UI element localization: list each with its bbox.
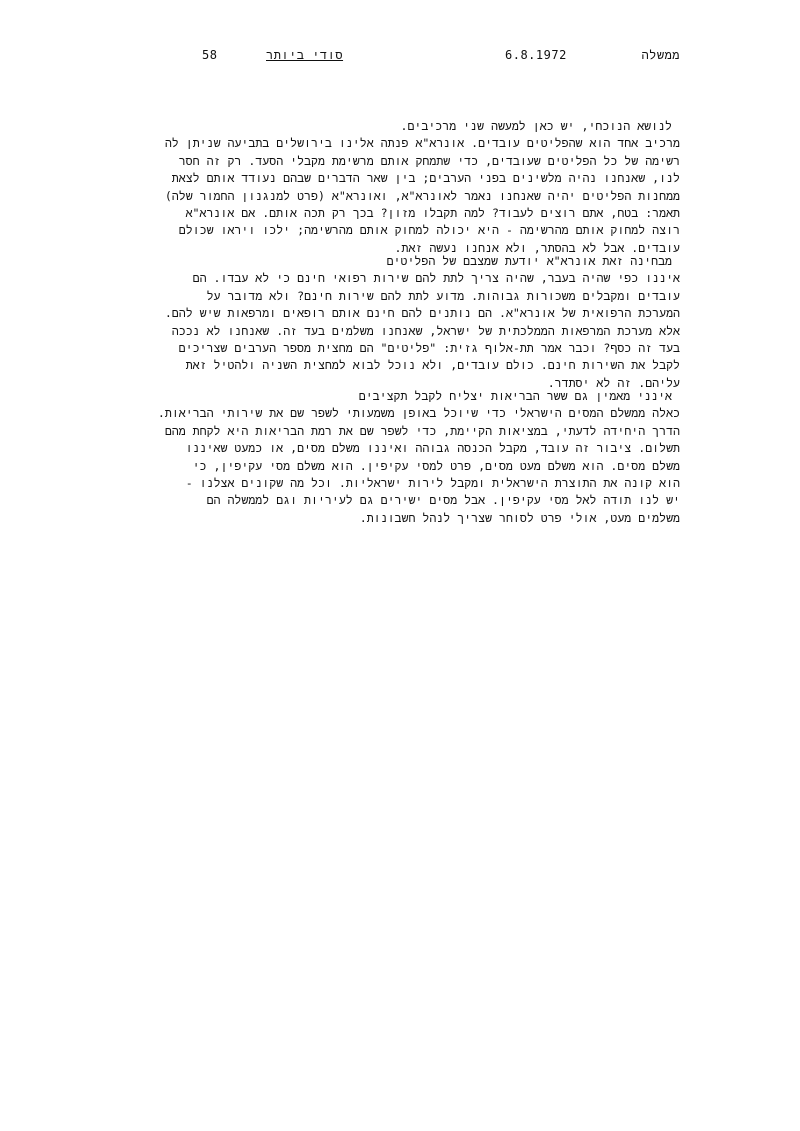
paragraph-line: משלם מסים. הוא משלם מעט מסים, פרט למסי עקיפין. הוא משלם מסי עקיפין, כי <box>192 458 680 473</box>
page-header <box>190 48 680 68</box>
paragraph-2 <box>128 253 680 392</box>
government-label: ממשלה <box>641 48 680 62</box>
paragraph-line: תשלום. ציבור זה עובד, מקבל הכנסה גבוהה ואיננו משלם מסים, או כמעט שאיננו <box>185 441 680 456</box>
paragraph-line: רוצה למחוק אותם מהרשימה - היא יכולה למחוק אותם מהרשימה; ילכו ויראו שכולם <box>178 223 680 238</box>
paragraph-line: תאמר: בטח, אתם רוצים לעבוד? למה תקבלו מזון? בכך רק תכה אותם. אם אונרא"א <box>185 206 680 221</box>
paragraph-line: מבחינה זאת אונרא"א יודעת שמצבם של הפליטים <box>386 254 672 268</box>
paragraph-line: אינני מאמין גם ששר הבריאות יצליח לקבל תקציבים <box>358 389 672 403</box>
paragraph-line: לנו, שאנחנו נהיה מלשינים בפני הערבים; בין שאר הדברים שבהם נעודד אותם לצאת <box>171 171 680 186</box>
classification-label: סודי ביותר <box>266 48 344 62</box>
paragraph-line: בעד זה כסף? וכבר אמר תת-אלוף גזית: "פליטים" הם מחצית מספר הערבים שצריכים <box>178 341 680 356</box>
document-date: 6.8.1972 <box>505 48 567 62</box>
paragraph-3 <box>128 388 680 527</box>
paragraph-line: לקבל את השירות חינם. כולם עובדים, ולא נוכל לבוא למחצית השניה ולהטיל זאת <box>185 358 680 373</box>
paragraph-line: מרכיב אחד הוא שהפליטים עובדים. אונרא"א פנתה אלינו בירושלים בתביעה שניתן לה <box>164 136 680 151</box>
paragraph-line: יש לנו תודה לאל מסי עקיפין. אבל מסים ישירים גם לעיריות וגם לממשלה הם <box>206 493 680 508</box>
paragraph-1 <box>128 118 680 257</box>
paragraph-line: עליהם. זה לא יסתדר. <box>547 375 680 390</box>
page-number: 58 <box>202 48 218 62</box>
paragraph-line: עובדים ומקבלים משכורות גבוהות. מדוע לתת להם שירות חינם? ולא מדובר על <box>206 288 680 303</box>
paragraph-line: איננו כפי שהיה בעבר, שהיה צריך לתת להם שירות רפואי חינם כי לא עבדו. הם <box>192 271 680 286</box>
paragraph-line: לנושא הנוכחי, יש כאן למעשה שני מרכיבים. <box>400 119 672 133</box>
paragraph-line: הוא קונה את התוצרת הישראלית ומקבל לירות ישראליות. וכל מה שקונים אצלנו - <box>185 476 680 491</box>
paragraph-line: רשימה של כל הפליטים שעובדים, כדי שתמחק אותם מרשימת מקבלי הסעד. רק זה חסר <box>178 153 680 168</box>
paragraph-line: עובדים. אבל לא בהסתר, ולא אנחנו נעשה זאת. <box>394 240 680 255</box>
paragraph-line: אלא מערכת המרפאות הממלכתית של ישראל, שאנחנו משלמים בעד זה. שאנחנו לא נככה <box>171 323 680 338</box>
paragraph-line: הדרך היחידה לדעתי, במציאות הקיימת, כדי לשפר שם את רמת הבריאות היא לקחת מהם <box>164 423 680 438</box>
paragraph-line: המערכת הרפואית של אונרא"א. הם נותנים להם חינם אותם רופאים ומרפאות שיש להם. <box>164 306 680 321</box>
paragraph-line: כאלה ממשלם המסים הישראלי כדי שיוכל באופן משמעותי לשפר שם את שירותי הבריאות. <box>157 406 680 421</box>
paragraph-line: משלמים מעט, אולי פרט לסוחר שצריך לנהל חשבונות. <box>359 510 680 525</box>
paragraph-line: ממחנות הפליטים יהיה שאנחנו נאמר לאונרא"א, ואונרא"א (פרט למנגנון החמור שלה) <box>164 188 680 203</box>
